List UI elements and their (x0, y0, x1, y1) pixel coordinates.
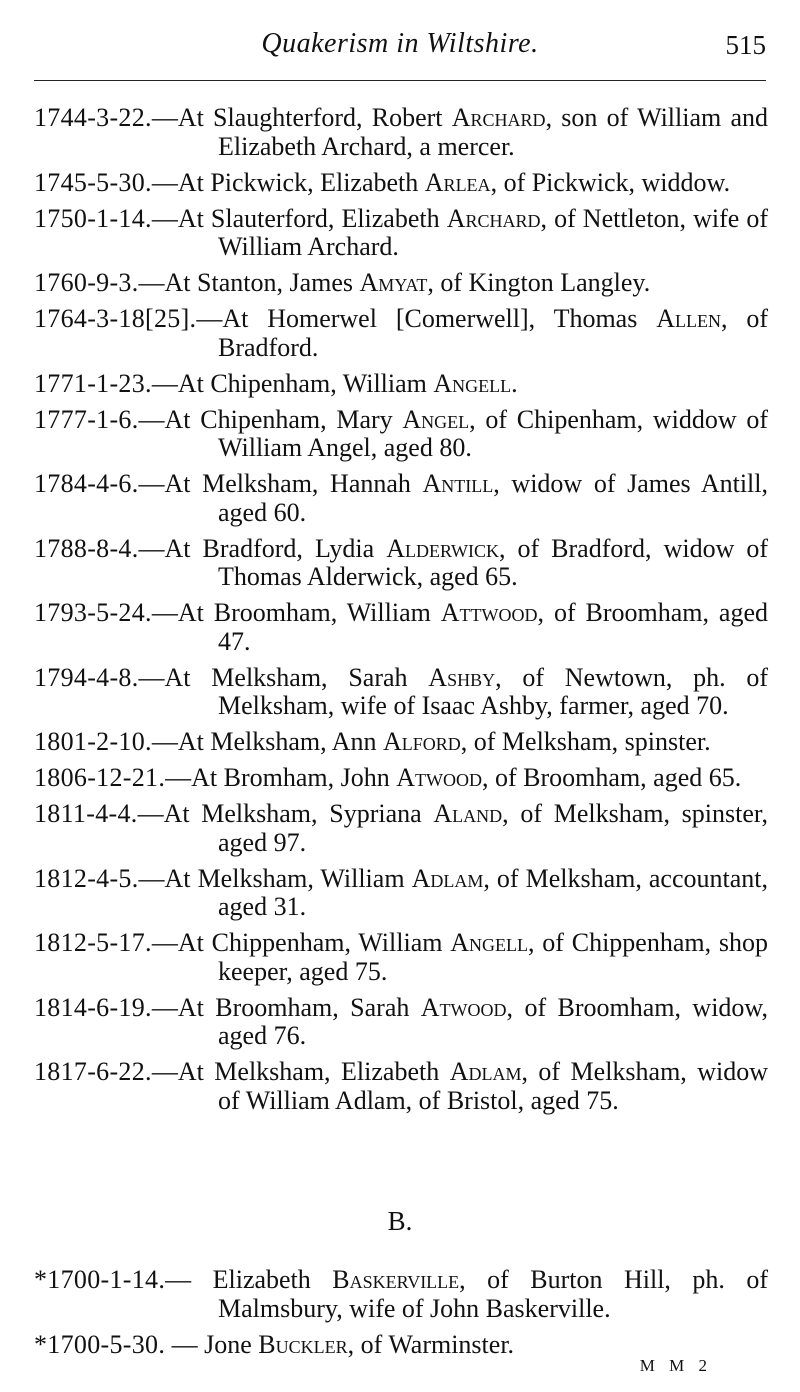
entry (34, 269, 768, 298)
entry-given-name: Ann (331, 727, 377, 756)
entry-surname: Allen (656, 304, 721, 333)
entry-details: , of Melksham, spinster. (460, 727, 711, 756)
entry-surname: Adlam (411, 863, 484, 893)
entry-place: —At Melksham, (151, 1057, 331, 1086)
entry-details: , of Melksham, accountant, aged 31. (218, 863, 768, 921)
entry (34, 205, 768, 262)
entry-given-name: William (320, 863, 405, 893)
entry-place: —At Melksham, (137, 799, 318, 828)
entry (34, 370, 768, 399)
entry-surname: Archard (451, 103, 546, 132)
entry (34, 104, 768, 161)
entry-place: —At Melksham, (138, 863, 314, 893)
entry-place: —At Slaughterford, (151, 103, 363, 132)
entry-surname: Buckler (258, 1329, 348, 1359)
entry-given-name: Sarah (350, 992, 410, 1022)
entry-date: 1812-4-5. (34, 863, 139, 893)
entry-given-name: William (358, 928, 443, 957)
entry-place: —At Chipenham, (151, 368, 337, 398)
entry (34, 406, 768, 463)
entry-date: 1794-4-8. (34, 662, 139, 692)
entry-details: , of Chippenham, shop keeper, aged 75. (218, 928, 768, 986)
entry (34, 994, 768, 1051)
entry (34, 1331, 768, 1360)
entry-surname: Baskerville (332, 1265, 460, 1294)
entry-place: —At Bromham, (165, 763, 335, 792)
entry-details: , of Broomham, aged 65. (482, 763, 742, 792)
entry (34, 728, 768, 757)
entry (34, 305, 768, 362)
entry-details: , of Bradford, widow of Thomas Alderwick, aged 65. (218, 533, 769, 591)
entry-surname: Alderwick (386, 533, 499, 563)
entry-date: 1750-1-14. (34, 203, 152, 233)
entry-surname: Angell (433, 368, 512, 398)
entry-date: *1700-5-30. (34, 1329, 166, 1359)
page-header (34, 28, 766, 68)
entry-date: 1801-2-10. (34, 727, 152, 756)
entry-surname: Adlam (449, 1057, 522, 1086)
entry-details: , of Pickwick, widdow. (490, 167, 731, 197)
entry-place: —At Chipenham, (138, 404, 327, 434)
entry-date: 1744-3-22. (34, 103, 152, 132)
entry-given-name: Elizabeth (341, 1057, 440, 1086)
entry-details: , of Broomham, aged 47. (218, 598, 769, 656)
section-heading: B. (387, 1206, 413, 1236)
burial-entries (34, 104, 768, 1123)
entry-given-name: Sypriana (329, 799, 422, 828)
entry-details: , of Burton Hill, ph. of Malmsbury, wife of John Baskerville. (218, 1265, 769, 1323)
entry-surname: Amyat (359, 268, 428, 297)
entry-place: —At Melksham, (138, 662, 328, 692)
entry-place: —At Slauterford, (151, 203, 335, 233)
entry (34, 1266, 768, 1323)
entry-details: , of Melksham, spinster, aged 97. (218, 799, 769, 857)
entry-details: , of Bradford. (218, 304, 769, 362)
entry-surname: Atwood (396, 763, 483, 792)
entry-date: 1811-4-4. (34, 799, 138, 828)
entry (34, 929, 768, 986)
entry-surname: Angell (450, 928, 529, 957)
entry-place: — (165, 1265, 192, 1294)
entry-date: 1784-4-6. (34, 469, 139, 498)
entry-details: , of Melksham, widow of William Adlam, of Bristol, aged 75. (218, 1057, 769, 1115)
entry-given-name: Mary (336, 404, 393, 434)
entry-date: 1812-5-17. (34, 928, 152, 957)
entry-given-name: Jone (204, 1329, 252, 1359)
entry-place: —At Melksham, (138, 469, 319, 498)
entry-given-name: Thomas (553, 304, 638, 333)
entry-surname: Ashby (428, 662, 496, 692)
entry-place: —At Broomham, (151, 992, 339, 1022)
entry-place: —At Melksham, (151, 727, 327, 756)
entry-place: —At Chippenham, (151, 928, 351, 957)
entry-given-name: Elizabeth (341, 203, 440, 233)
entry (34, 169, 768, 198)
entry-place: —At Homerwel [Comerwell], (196, 304, 536, 333)
entry-date: 1764-3-18[25]. (34, 304, 197, 333)
entry (34, 664, 768, 721)
entry-date: 1817-6-22. (34, 1057, 152, 1086)
entry-place: — (165, 1329, 198, 1359)
entry (34, 599, 768, 656)
entry (34, 865, 768, 922)
entry-date: 1777-1-6. (34, 404, 139, 434)
entry-surname: Atwood (420, 992, 507, 1022)
entry-date: 1788-8-4. (34, 533, 139, 563)
entry (34, 800, 768, 857)
entry-surname: Angel (402, 404, 470, 434)
entry-date: 1760-9-3. (34, 268, 139, 297)
entry-given-name: Elizabeth (212, 1265, 311, 1294)
entry-place: —At Broomham, (151, 598, 338, 627)
header-rule (34, 80, 766, 81)
page-number: 515 (725, 30, 766, 60)
entry-given-name: Robert (371, 103, 443, 132)
entry-date: 1806-12-21. (34, 763, 166, 792)
entry-surname: Attwood (440, 598, 538, 627)
entry-given-name: William (342, 368, 427, 398)
entry-given-name: Elizabeth (320, 167, 419, 197)
entry-details: , of Broomham, widow, aged 76. (218, 992, 769, 1050)
entry-details: , of Kington Langley. (427, 268, 651, 297)
entry-details: , of Nettleton, wife of William Archard. (218, 203, 769, 261)
entry-details: , of Warminster. (347, 1329, 515, 1359)
entry-surname: Archard (446, 203, 541, 233)
entry-given-name: John (340, 763, 390, 792)
entry-details: , of Chipenham, widdow of William Angel, aged 80. (218, 404, 768, 462)
signature-mark: M M 2 (639, 1356, 712, 1375)
entry (34, 1058, 768, 1115)
entry-surname: Aland (433, 799, 503, 828)
entry-date: 1745-5-30. (34, 167, 152, 197)
entry-surname: Arlea (424, 167, 491, 197)
entry-given-name: Sarah (348, 662, 408, 692)
entry (34, 764, 768, 793)
entry-date: 1793-5-24. (34, 598, 152, 627)
entry-date: 1814-6-19. (34, 992, 152, 1022)
entry-given-name: Hannah (330, 469, 411, 498)
entry-details: , widow of James Antill, aged 60. (218, 469, 768, 527)
entry (34, 470, 768, 527)
burial-entries-b (34, 1266, 768, 1367)
entry-date: 1771-1-23. (34, 368, 152, 398)
entry-details: . (511, 368, 518, 398)
entry-place: —At Stanton, (138, 268, 283, 297)
entry-given-name: James (289, 268, 354, 297)
entry-place: —At Pickwick, (151, 167, 314, 197)
running-title: Quakerism in Wiltshire. (261, 28, 539, 59)
entry-details: , of Newtown, ph. of Melksham, wife of Isaac Ashby, farmer, aged 70. (218, 662, 769, 720)
entry-date: *1700-1-14. (34, 1265, 166, 1294)
entry-place: —At Bradford, (138, 533, 303, 563)
entry-surname: Alford (382, 727, 461, 756)
entry-given-name: Lydia (314, 533, 375, 563)
entry (34, 535, 768, 592)
entry-surname: Antill (422, 469, 494, 498)
entry-details: , son of William and Elizabeth Archard, a mercer. (218, 103, 768, 161)
entry-given-name: William (346, 598, 431, 627)
